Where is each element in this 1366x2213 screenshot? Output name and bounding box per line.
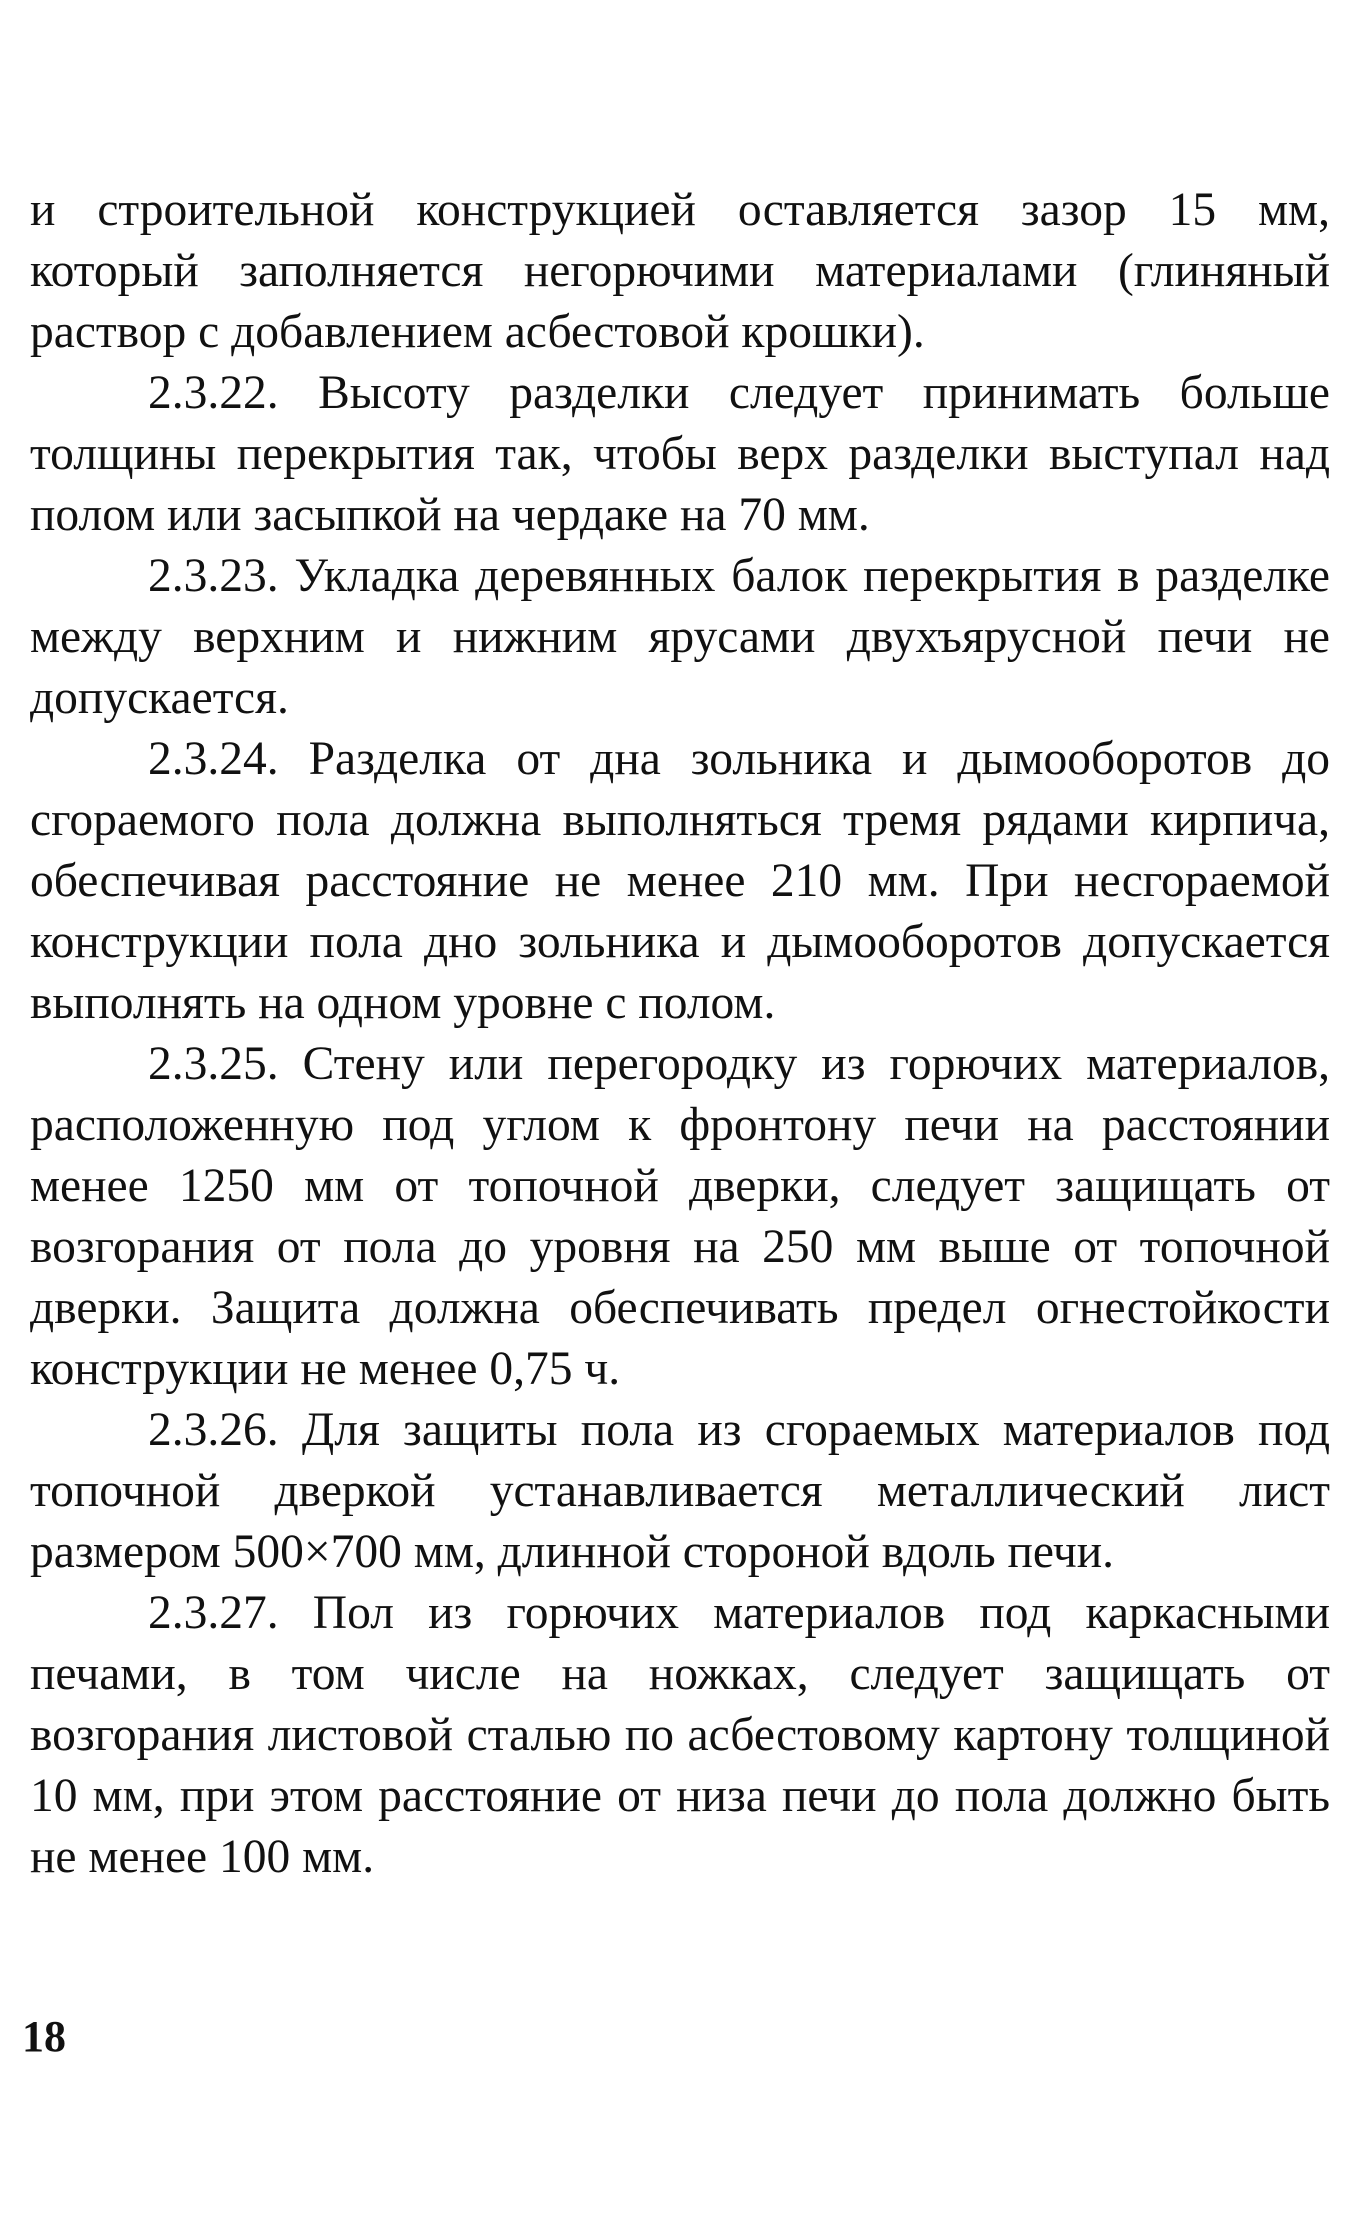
paragraph-2-3-27: 2.3.27. Пол из горючих материалов под каркасными печами, в том числе на ножках, следует защищать от возгорания листовой сталью по асбестовому картону толщиной 10 мм, при этом расстояние от низа печи до пола должно быть не менее 100 мм. (30, 1587, 1330, 1883)
paragraph-2-3-26: 2.3.26. Для защиты пола из сгораемых материалов под топочной дверкой устанавливается металлический лист размером 500×700 мм, длинной стороной вдоль печи. (30, 1404, 1330, 1578)
paragraph-2-3-25: 2.3.25. Стену или перегородку из горючих материалов, расположенную под углом к фронтону печи на расстоянии менее 1250 мм от топочной дверки, следует защищать от возгорания от пола до уровня на 250 мм выше от топочной дверки. Защита должна обеспечивать предел огнестойкости конструкции не менее 0,75 ч. (30, 1038, 1330, 1395)
paragraph-2-3-23: 2.3.23. Укладка деревянных балок перекрытия в разделке между верхним и нижним ярусами двухъярусной печи не допускается. (30, 550, 1330, 724)
page-body (30, 180, 1330, 1888)
page-number: 18 (22, 2012, 66, 2061)
paragraph-2-3-22: 2.3.22. Высоту разделки следует принимать больше толщины перекрытия так, чтобы верх разделки выступал над полом или засыпкой на чердаке на 70 мм. (30, 367, 1330, 541)
paragraph-continuation: и строительной конструкцией оставляется зазор 15 мм, который заполняется негорючими материалами (глиняный раствор с добавлением асбестовой крошки). (30, 184, 1330, 358)
paragraph-2-3-24: 2.3.24. Разделка от дна зольника и дымооборотов до сгораемого пола должна выполняться тремя рядами кирпича, обеспечивая расстояние не менее 210 мм. При несгораемой конструкции пола дно зольника и дымооборотов допускается выполнять на одном уровне с полом. (30, 733, 1330, 1029)
